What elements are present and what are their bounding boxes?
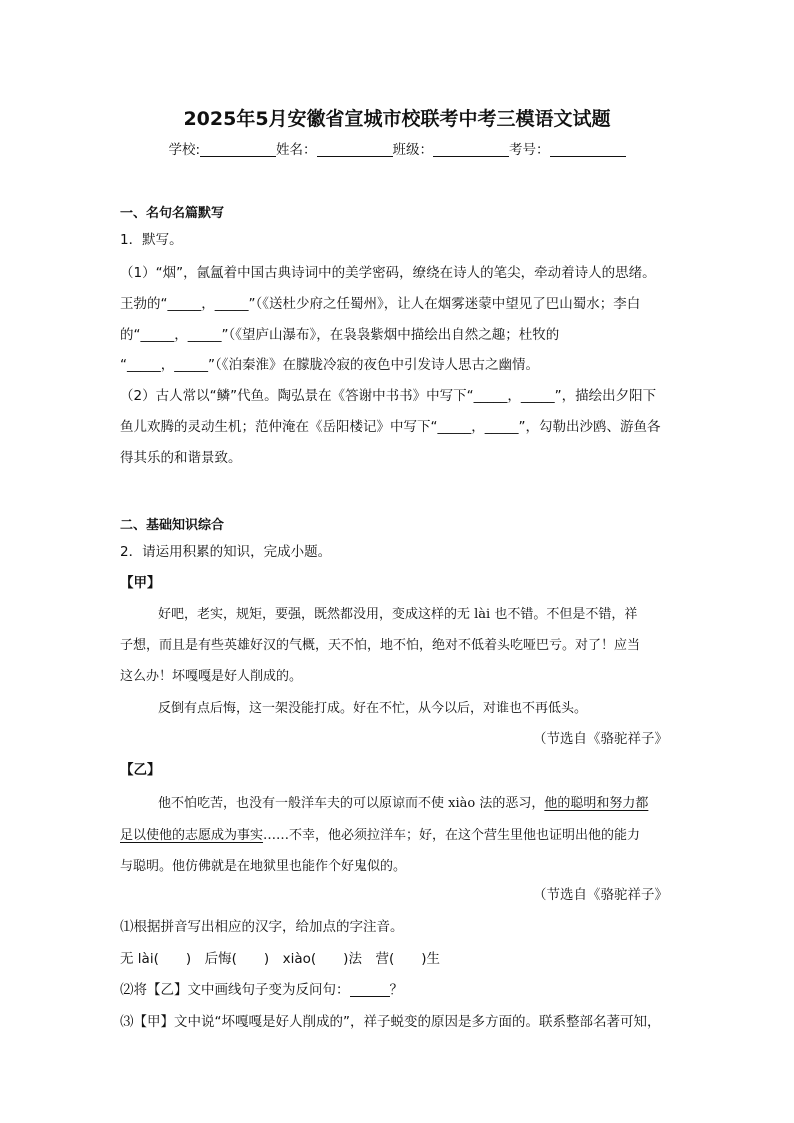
jia-line4: 反倒有点后悔，这一架没能打成。好在不忙，从今以后，对谁也不再低头。 xyxy=(158,701,588,716)
q1-part1-line3: 的“_____，_____”（《望庐山瀑布》，在袅袅紫烟中描绘出自然之趣；杜牧的 xyxy=(120,327,560,343)
subquestion2 xyxy=(120,978,403,998)
section2-heading: 二、基础知识综合 xyxy=(120,518,225,533)
yi-line2-text: ……不幸，他必须拉洋车；好，在这个营生里他也证明出他的能力 xyxy=(263,828,641,843)
jia-line2: 子想，而且是有些英雄好汉的气概，天不怕，地不怕，绝对不低着头吃哑巴亏。对了！应当 xyxy=(120,638,641,653)
yi-underlined-sentence-part1: 他的聪明和努力都 xyxy=(544,796,649,811)
name-blank xyxy=(317,142,393,157)
subquestion3: ⑶【甲】文中说“坏嘎嘎是好人削成的”，祥子蜕变的原因是多方面的。联系整部名著可知， xyxy=(120,1014,661,1030)
subquestion2-text: ⑵将【乙】文中画线句子变为反问句： xyxy=(120,982,350,998)
school-label: 学校: xyxy=(168,142,201,158)
question2: 2．请运用积累的知识，完成小题。 xyxy=(120,544,332,560)
number-blank xyxy=(550,142,626,157)
q1-part2-line1: （2）古人常以“鳞”代鱼。陶弘景在《答谢中书书》中写下“_____，_____”，描绘出夕阳下 xyxy=(120,388,657,404)
q1-part1-line4: “_____，_____”（《泊秦淮》在朦胧冷寂的夜色中引发诗人思古之幽情。 xyxy=(120,357,539,373)
q1-part1-line1: （1）“烟”，氤氲着中国古典诗词中的美学密码，缭绕在诗人的笔尖，牵动着诗人的思绪。 xyxy=(120,265,656,281)
yi-line1 xyxy=(158,792,648,811)
subquestion1: ⑴根据拼音写出相应的汉字，给加点的字注音。 xyxy=(120,919,404,935)
page-title: 2025年5月安徽省宣城市校联考中考三模语文试题 xyxy=(183,108,611,130)
name-label: 姓名： xyxy=(276,142,317,158)
yi-source: （节选自《骆驼祥子》 xyxy=(533,887,668,903)
yi-line3: 与聪明。他仿佛就是在地狱里也能作个好鬼似的。 xyxy=(120,859,407,874)
yi-underlined-sentence-part2: 足以使他的志愿成为事实 xyxy=(120,828,264,843)
section1-heading: 一、名句名篇默写 xyxy=(120,206,225,221)
student-info-row xyxy=(0,138,794,158)
jia-line3: 这么办！坏嘎嘎是好人削成的。 xyxy=(120,669,303,684)
subquestion2-blank xyxy=(350,982,390,997)
class-label: 班级： xyxy=(392,142,434,158)
jia-line1: 好吧，老实，规矩，要强，既然都没用，变成这样的无 lài 也不错。不但是不错，祥 xyxy=(158,607,638,622)
yi-line1-text: 他不怕吃苦，也没有一般洋车夫的可以原谅而不使 xiào 法的恶习， xyxy=(158,796,545,811)
q1-part2-line2: 鱼儿欢腾的灵动生机；范仲淹在《岳阳楼记》中写下“_____，_____”，勾勒出沙鸥、游鱼各 xyxy=(120,419,661,435)
q1-part2-line3: 得其乐的和谐景致。 xyxy=(120,450,242,466)
class-blank xyxy=(433,142,509,157)
number-label: 考号： xyxy=(509,142,550,158)
passage-yi-label: 【乙】 xyxy=(120,762,161,778)
school-blank xyxy=(200,142,276,157)
yi-line2 xyxy=(120,824,640,843)
subquestion2-mark: ？ xyxy=(389,982,403,998)
q1-part1-line2: 王勃的“_____，_____”（《送杜少府之任蜀州》，让人在烟雾迷蒙中望见了巴山蜀水；李白 xyxy=(120,296,641,312)
passage-jia-label: 【甲】 xyxy=(120,575,161,591)
jia-source: （节选自《骆驼祥子》 xyxy=(533,731,668,747)
subquestion1-fill: 无 lài( ) 后悔( ) xiào( )法 营( )生 xyxy=(120,951,440,967)
question1: 1．默写。 xyxy=(120,232,183,248)
